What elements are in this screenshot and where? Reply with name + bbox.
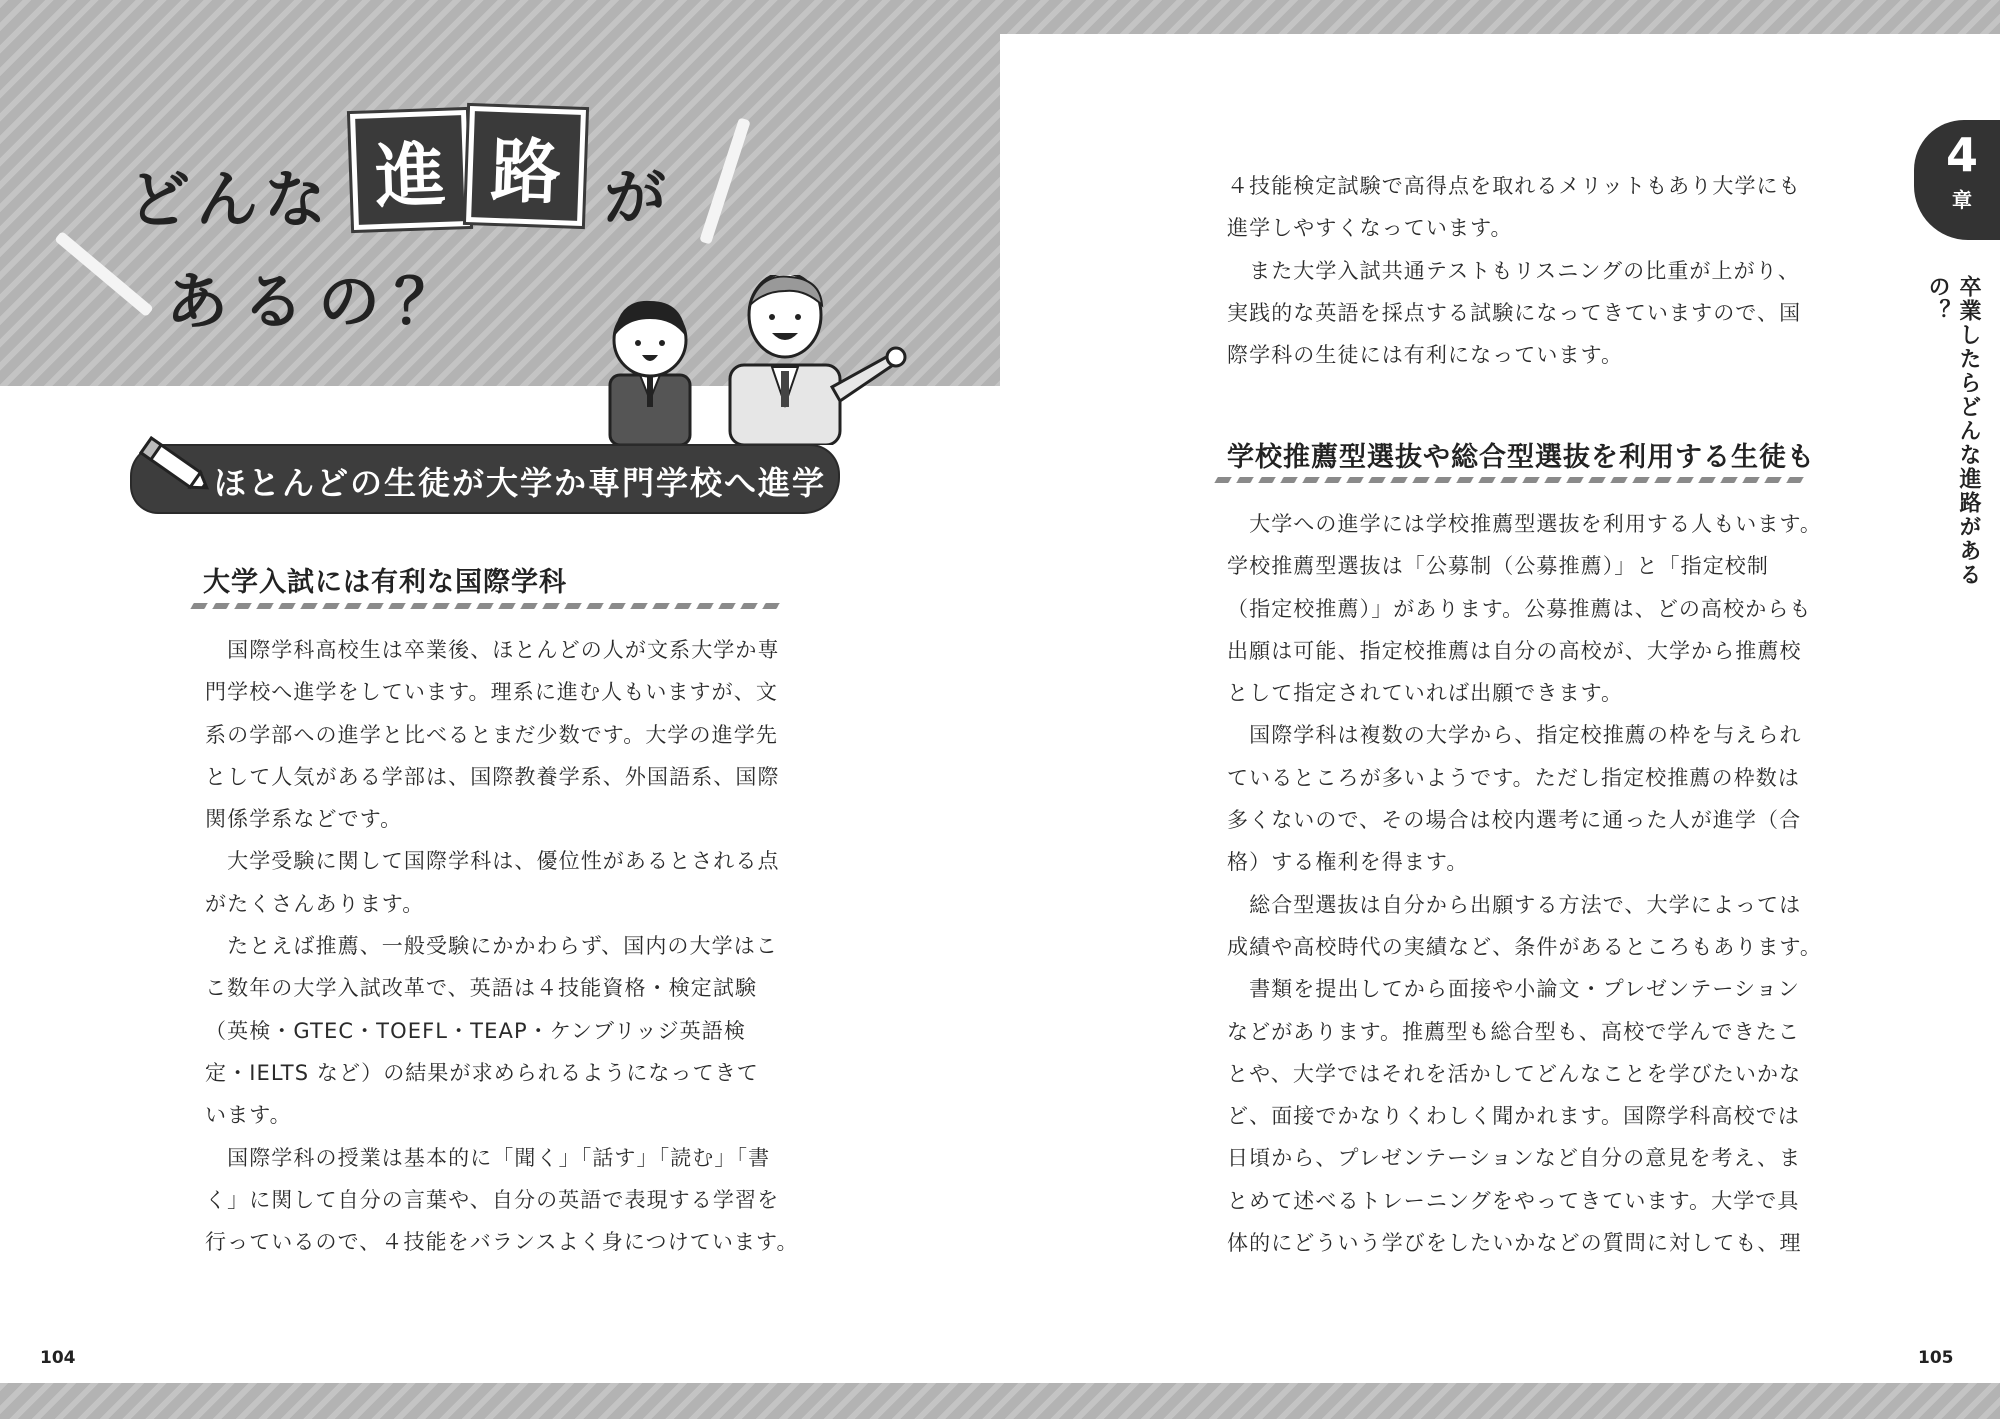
text-line: 実践的な英語を採点する試験になってきていますので、国	[1227, 300, 1802, 325]
characters-illustration	[600, 275, 910, 445]
text-line: ４技能検定試験で高得点を取れるメリットもあり大学にも	[1227, 174, 1801, 198]
text-line: 書類を提出してから面接や小論文・プレゼンテーション	[1227, 977, 1800, 1002]
text-line: 総合型選抜は自分から出願する方法で、大学によっては	[1227, 892, 1802, 917]
text-line: 大学受験に関して国際学科は、優位性があるとされる点	[205, 849, 780, 874]
page-number-right: 105	[1918, 1348, 1954, 1368]
section-banner	[132, 446, 838, 512]
text-line: 多くないので、その場合は校内選考に通った人が進学（合	[1227, 808, 1802, 833]
text-line: 行っているので、４技能をバランスよく身につけています。	[205, 1230, 799, 1255]
title-kanji-box: 路	[466, 106, 586, 226]
text-line: 国際学科高校生は卒業後、ほとんどの人が文系大学か専	[205, 638, 780, 662]
pencil-icon	[126, 424, 216, 504]
right-body-text-continued	[1227, 165, 1827, 376]
text-line: また大学入試共通テストもリスニングの比重が上がり、	[1227, 258, 1800, 283]
text-line: います。	[205, 1103, 292, 1128]
section-banner-title: ほとんどの生徒が大学か専門学校へ進学	[214, 464, 827, 502]
text-line: （英検・GTEC・TOEFL・TEAP・ケンブリッジ英語検	[205, 1018, 746, 1043]
left-body-text	[205, 629, 799, 1263]
page-title-part: どんな	[128, 163, 333, 236]
text-line: 格）する権利を得ます。	[1227, 850, 1469, 875]
text-line: などがあります。推薦型も総合型も、高校で学んできたこ	[1227, 1019, 1800, 1044]
chapter-side-title: 卒業したらどんな進路があるの？	[1925, 275, 1981, 587]
text-line: とめて述べるトレーニングをやってきています。大学で具	[1227, 1188, 1800, 1213]
text-line: （指定校推薦）」があります。公募推薦は、どの高校からも	[1227, 596, 1812, 621]
text-line: 進学しやすくなっています。	[1227, 216, 1513, 241]
page-title-part: あるの？	[166, 265, 471, 338]
text-line: 学校推薦型選抜は「公募制（公募推薦）」と「指定校制	[1227, 554, 1769, 579]
text-line: 成績や高校時代の実績など、条件があるところもあります。	[1227, 934, 1823, 959]
text-line: ているところが多いようです。ただし指定校推薦の枠数は	[1227, 765, 1800, 790]
text-line: 国際学科は複数の大学から、指定校推薦の枠を与えられ	[1227, 723, 1802, 748]
teacher-character	[730, 275, 905, 445]
subheading: 大学入試には有利な国際学科	[203, 567, 567, 598]
text-line: 体的にどういう学びをしたいかなどの質問に対しても、理	[1227, 1231, 1802, 1256]
text-line: として人気がある学部は、国際教養学系、外国語系、国際	[205, 764, 780, 789]
subheading: 学校推薦型選抜や総合型選抜を利用する生徒も	[1227, 442, 1815, 473]
text-line: 国際学科の授業は基本的に「聞く」「話す」「読む」「書	[205, 1145, 771, 1170]
text-line: 際学科の生徒には有利になっています。	[1227, 343, 1624, 368]
title-kanji-box: 進	[350, 110, 470, 230]
text-line: とや、大学ではそれを活かしてどんなことを学びたいかな	[1227, 1061, 1802, 1086]
text-line: たとえば推薦、一般受験にかかわらず、国内の大学はこ	[205, 934, 778, 959]
text-line: がたくさんあります。	[205, 891, 425, 916]
right-body-text	[1227, 503, 1827, 1264]
chapter-label: 章	[1952, 188, 1972, 212]
text-line: 出願は可能、指定校推薦は自分の高校が、大学から推薦校	[1227, 638, 1802, 663]
text-line: 日頃から、プレゼンテーションなど自分の意見を考え、ま	[1227, 1146, 1802, 1171]
text-line: 系の学部への進学と比べるとまだ少数です。大学の進学先	[205, 722, 778, 747]
text-line: く」に関して自分の言葉や、自分の英語で表現する学習を	[205, 1187, 780, 1212]
page-number-left: 104	[40, 1348, 76, 1368]
page-title-part: が	[604, 161, 667, 234]
chapter-tab	[1914, 120, 2000, 240]
text-line: こ数年の大学入試改革で、英語は４技能資格・検定試験	[205, 976, 758, 1001]
text-line: 大学への進学には学校推薦型選抜を利用する人もいます。	[1227, 512, 1823, 536]
chapter-number: 4	[1946, 128, 1979, 182]
bottom-pattern-strip	[0, 1383, 2000, 1419]
text-line: ど、面接でかなりくわしく聞かれます。国際学科高校では	[1227, 1104, 1800, 1129]
student-character	[610, 301, 690, 445]
text-line: 関係学系などです。	[205, 807, 403, 832]
text-line: 定・IELTS など）の結果が求められるようになってきて	[205, 1060, 759, 1085]
text-line: 門学校へ進学をしています。理系に進む人もいますが、文	[205, 680, 778, 705]
dashed-divider	[190, 603, 785, 609]
text-line: として指定されていれば出願できます。	[1227, 681, 1624, 706]
dashed-divider	[1214, 477, 1809, 483]
